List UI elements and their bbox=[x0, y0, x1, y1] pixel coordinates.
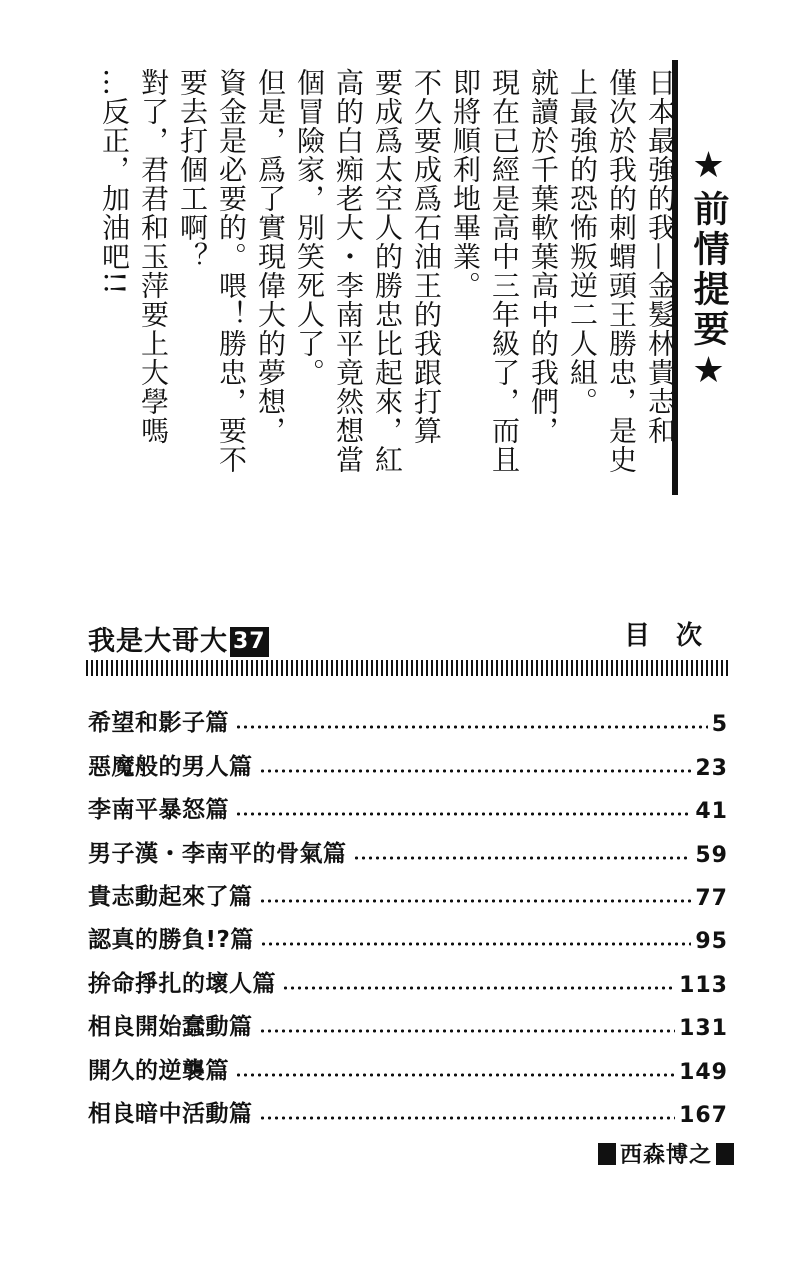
synopsis-line: 對了，君君和玉萍要上大學嗎 bbox=[137, 68, 170, 445]
toc-entry[interactable] bbox=[88, 954, 728, 997]
toc-entry-page: 167 bbox=[679, 1102, 728, 1128]
square-mark-icon bbox=[598, 1143, 616, 1165]
synopsis-line: 上最強的恐怖叛逆二人組。 bbox=[566, 68, 599, 416]
volume-badge: 37 bbox=[230, 627, 269, 657]
toc-entry[interactable] bbox=[88, 694, 728, 737]
toc-entry-title: 男子漢・李南平的骨氣篇 bbox=[88, 840, 347, 867]
toc-entry-title: 李南平暴怒篇 bbox=[88, 797, 229, 824]
toc-entry-page: 149 bbox=[679, 1059, 728, 1085]
toc-entry[interactable] bbox=[88, 998, 728, 1041]
toc-entry-page: 131 bbox=[679, 1016, 728, 1042]
toc-entry-title: 開久的逆襲篇 bbox=[88, 1057, 229, 1084]
toc-entry-page: 59 bbox=[695, 842, 728, 868]
synopsis-line: 高的白痴老大・李南平竟然想當 bbox=[332, 68, 365, 474]
toc-entry[interactable] bbox=[88, 911, 728, 954]
leader-dots bbox=[259, 1029, 676, 1033]
synopsis-line: 即將順利地畢業。 bbox=[449, 68, 482, 300]
toc-entry-title: 拚命掙扎的壞人篇 bbox=[88, 970, 276, 997]
toc-entry-page: 23 bbox=[695, 755, 728, 781]
synopsis-line: 就讀於千葉軟葉高中的我們， bbox=[527, 68, 560, 445]
leader-dots bbox=[259, 899, 692, 903]
synopsis-line: 日本最強的我—金髮林貴志和 bbox=[644, 68, 677, 445]
series-title bbox=[88, 619, 269, 658]
toc-entry-title: 相良開始蠢動篇 bbox=[88, 1014, 253, 1041]
synopsis-text bbox=[95, 68, 680, 498]
leader-dots bbox=[282, 986, 675, 990]
synopsis-line: …反正，加油吧!! bbox=[98, 68, 131, 296]
toc-entry-page: 95 bbox=[695, 929, 728, 955]
toc-entry-page: 77 bbox=[695, 885, 728, 911]
toc-entry-page: 113 bbox=[679, 972, 728, 998]
toc-entry[interactable] bbox=[88, 1085, 728, 1128]
toc-entry-title: 貴志動起來了篇 bbox=[88, 883, 253, 910]
hatch-divider bbox=[86, 660, 728, 676]
synopsis-line: 個冒險家，別笑死人了。 bbox=[293, 68, 326, 387]
leader-dots bbox=[260, 942, 692, 946]
toc-entry-title: 惡魔般的男人篇 bbox=[88, 753, 253, 780]
author-name: 西森博之 bbox=[619, 1143, 712, 1168]
synopsis-line: 不久要成爲石油王的我跟打算 bbox=[410, 68, 443, 445]
toc-entry-title: 希望和影子篇 bbox=[88, 710, 229, 737]
toc-entry-page: 41 bbox=[695, 799, 728, 825]
synopsis-box bbox=[98, 68, 680, 498]
synopsis-line: 資金是必要的。喂！勝忠，要不 bbox=[215, 68, 248, 474]
leader-dots bbox=[235, 1073, 675, 1077]
toc-entry[interactable] bbox=[88, 824, 728, 867]
toc-entry-title: 認真的勝負!?篇 bbox=[88, 927, 254, 954]
synopsis-line: 要成爲太空人的勝忠比起來，紅 bbox=[371, 68, 404, 474]
toc-list bbox=[88, 694, 728, 1128]
toc-entry[interactable] bbox=[88, 737, 728, 780]
toc-label: 目次 bbox=[623, 621, 728, 651]
toc-entry[interactable] bbox=[88, 868, 728, 911]
synopsis-heading: ★前情提要★ bbox=[688, 145, 729, 395]
toc-header bbox=[88, 615, 728, 659]
leader-dots bbox=[235, 812, 691, 816]
toc-entry-page: 5 bbox=[711, 712, 728, 738]
leader-dots bbox=[235, 725, 708, 729]
synopsis-line: 僅次於我的刺蝟頭王勝忠，是史 bbox=[605, 68, 638, 474]
leader-dots bbox=[259, 1116, 676, 1120]
toc-entry-title: 相良暗中活動篇 bbox=[88, 1100, 253, 1127]
author-credit bbox=[598, 1138, 734, 1169]
series-title-text: 我是大哥大 bbox=[88, 626, 228, 657]
toc-entry[interactable] bbox=[88, 1041, 728, 1084]
synopsis-line: 但是，爲了實現偉大的夢想， bbox=[254, 68, 287, 445]
leader-dots bbox=[259, 769, 692, 773]
synopsis-line: 要去打個工啊？ bbox=[176, 68, 209, 271]
square-mark-icon bbox=[716, 1143, 734, 1165]
synopsis-line: 現在已經是高中三年級了，而且 bbox=[488, 68, 521, 474]
toc-entry[interactable] bbox=[88, 781, 728, 824]
leader-dots bbox=[353, 856, 692, 860]
